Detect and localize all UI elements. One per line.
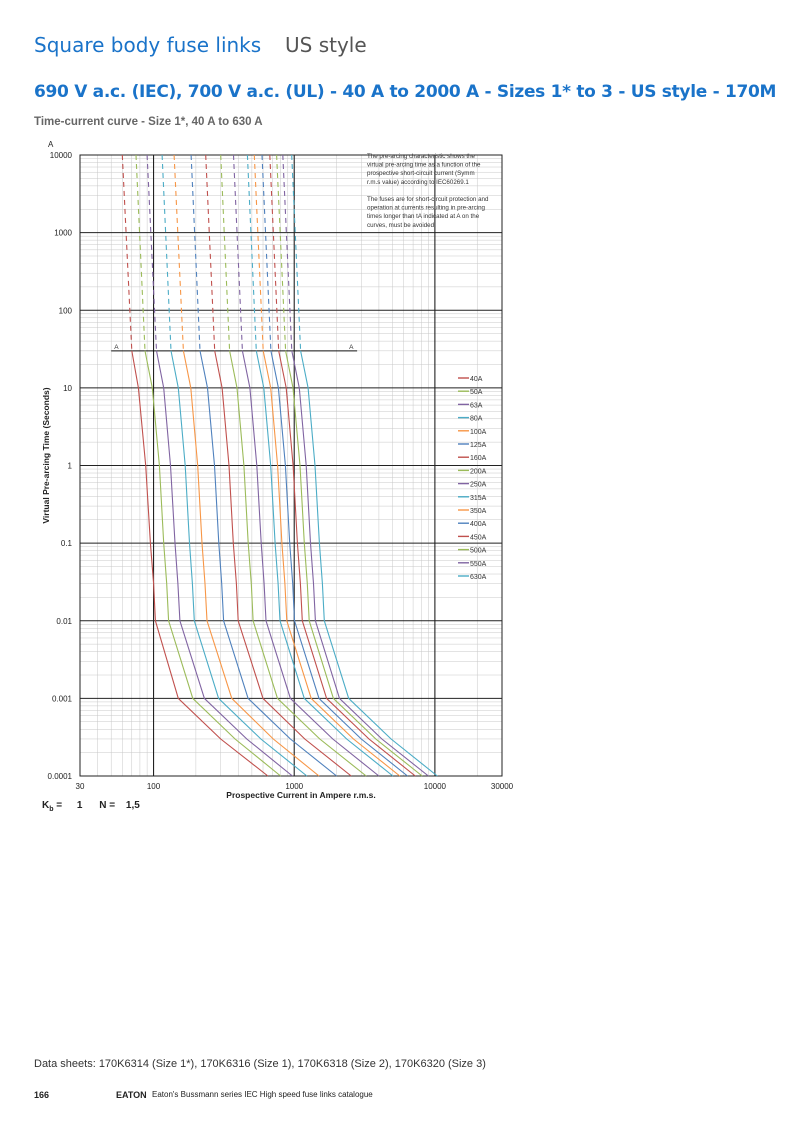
- parameters-row: [42, 800, 140, 813]
- legend-label-100A: 100A: [470, 428, 487, 436]
- y-unit-label: A: [48, 140, 54, 149]
- limit-label-left: A: [114, 343, 119, 351]
- note-line: virtual pre-arcing time as a function of the: [367, 161, 481, 169]
- page-number: 166: [34, 1090, 50, 1100]
- x-tick-label: 30: [75, 782, 85, 791]
- x-tick-label: 30000: [490, 782, 514, 791]
- legend-label-250A: 250A: [470, 481, 487, 489]
- legend-label-50A: 50A: [470, 389, 483, 397]
- legend-label-315A: 315A: [470, 494, 487, 502]
- legend-label-160A: 160A: [470, 455, 487, 463]
- note-line: The pre-arcing characteristic shows the: [367, 153, 475, 160]
- y-axis-label: Virtual Pre-arcing Time (Seconds): [41, 387, 51, 524]
- legend-label-125A: 125A: [470, 442, 487, 449]
- curve-200A-dashed: [221, 155, 230, 351]
- curve-50A: [145, 351, 281, 776]
- legend-label-400A: 400A: [470, 521, 487, 529]
- legend-label-450A: 450A: [470, 534, 487, 542]
- note-line: The fuses are for short-circuit protection and: [367, 196, 489, 203]
- n-value: 1,5: [125, 800, 140, 811]
- curve-250A-dashed: [234, 155, 243, 351]
- curve-40A-dashed: [122, 155, 132, 351]
- chart-legend: [458, 376, 487, 581]
- n-label: N =: [99, 800, 116, 811]
- y-tick-label: 0.01: [56, 616, 72, 626]
- kb-value: 1: [76, 800, 83, 811]
- y-tick-label: 0.0001: [47, 772, 72, 781]
- curve-160A-dashed: [206, 155, 215, 351]
- curve-200A: [230, 351, 367, 776]
- note-line: r.m.s value) according to IEC60269.1: [367, 178, 469, 186]
- curve-40A: [132, 351, 268, 776]
- y-tick-label: 10: [63, 383, 72, 393]
- page-title: Square body fuse links: [34, 33, 262, 57]
- curve-450A-dashed: [270, 155, 279, 351]
- note-line: curves, must be avoided.: [367, 221, 436, 229]
- curve-450A: [279, 351, 416, 776]
- curve-350A: [263, 351, 400, 776]
- y-tick-label: 0.1: [60, 539, 72, 549]
- x-tick-label: 10000: [423, 782, 447, 791]
- curve-550A: [292, 351, 429, 776]
- legend-label-40A: 40A: [470, 376, 483, 383]
- page-subtitle: US style: [285, 33, 367, 57]
- note-line: prospective short-circuit current (Symm: [367, 170, 475, 178]
- legend-label-630A: 630A: [470, 574, 487, 581]
- legend-label-500A: 500A: [470, 547, 487, 555]
- datasheets-line: Data sheets: 170K6314 (Size 1*), 170K6316 (Size 1), 170K6318 (Size 2), 170K6320 (Size 3): [34, 1058, 486, 1070]
- y-tick-label: 10000: [49, 151, 72, 160]
- limit-label-right: A: [349, 343, 354, 351]
- chart-note: [367, 153, 489, 229]
- y-tick-label: 1000: [54, 228, 72, 238]
- kb-label: $K_b$ =: [42, 800, 63, 813]
- legend-label-350A: 350A: [470, 508, 487, 515]
- curve-350A-dashed: [254, 155, 263, 351]
- brand-logo-text: EATON: [116, 1090, 147, 1100]
- legend-label-80A: 80A: [470, 415, 483, 423]
- chart-grid: [80, 155, 502, 776]
- y-tick-label: 100: [58, 306, 72, 316]
- legend-label-200A: 200A: [470, 468, 487, 476]
- y-tick-label: 1: [67, 461, 72, 471]
- curve-80A-dashed: [162, 155, 171, 351]
- legend-label-63A: 63A: [470, 402, 483, 410]
- note-line: operation at currents resulting in pre-arcing: [367, 204, 485, 212]
- note-line: times longer than tA indicated at A on the: [367, 213, 480, 221]
- legend-label-550A: 550A: [470, 560, 487, 568]
- curve-630A-dashed: [292, 155, 301, 351]
- curve-125A-dashed: [191, 155, 200, 351]
- curve-50A-dashed: [136, 155, 145, 351]
- x-tick-label: 100: [146, 782, 161, 791]
- section-title: 690 V a.c. (IEC), 700 V a.c. (UL) - 40 A to 2000 A - Sizes 1* to 3 - US style - 170M: [34, 82, 777, 102]
- chart-title: Time-current curve - Size 1*, 40 A to 630 A: [34, 116, 263, 128]
- curve-100A-dashed: [174, 155, 183, 351]
- x-axis-label: Prospective Current in Ampere r.m.s.: [226, 790, 376, 800]
- curve-400A-dashed: [262, 155, 271, 351]
- curve-63A-dashed: [147, 155, 156, 351]
- x-tick-label: 1000: [285, 782, 304, 791]
- y-tick-label: 0.001: [51, 694, 72, 704]
- curve-630A: [301, 351, 438, 776]
- catalogue-name: Eaton's Bussmann series IEC High speed fuse links catalogue: [152, 1090, 373, 1099]
